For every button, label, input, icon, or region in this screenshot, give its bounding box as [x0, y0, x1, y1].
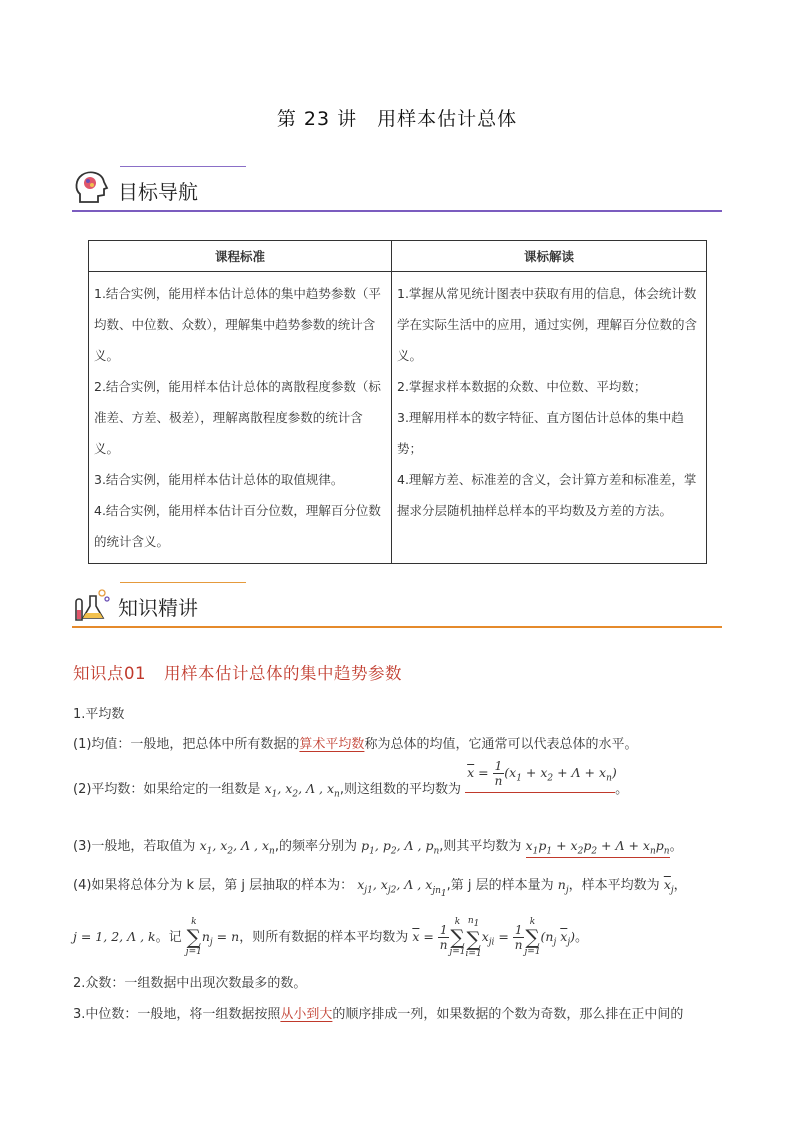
text: ,则其平均数为 [439, 839, 522, 854]
interpretation-item: 3.理解用样本的数字特征、直方图估计总体的集中趋势； [397, 410, 684, 456]
text: 。 [575, 929, 589, 945]
text: (2)平均数：如果给定的一组数是 [73, 782, 261, 797]
column-header: 课程标准 [89, 241, 392, 272]
subheading-mean: 1.平均数 [73, 707, 125, 722]
text: ,的频率分别为 [274, 839, 357, 854]
standard-item: 3.结合实例，能用样本估计总体的取值规律。 [94, 472, 344, 487]
header-top-rule [120, 166, 246, 167]
math-formula: ($n_j$ $\overline{x}_j$) [540, 928, 576, 948]
knowledge-point-number: 知识点01 [73, 664, 146, 683]
chemistry-flask-icon [72, 584, 112, 624]
text: ,则这组数的平均数为 [339, 782, 461, 797]
math-sequence: $p_1$, $p_2$, Λ , $p_n$ [361, 838, 440, 857]
interpretation-item: 1.掌握从常见统计图表中获取有用的信息，体会统计数学在实际生活中的应用，通过实例，理解百分位数的含义。 [397, 286, 698, 363]
section-title: 知识精讲 [118, 596, 198, 620]
math-formula: $n_j = n$ [201, 928, 240, 948]
text: ，则所有数据的样本平均数为 [239, 929, 409, 945]
knowledge-point-text: 用样本估计总体的集中趋势参数 [164, 664, 402, 683]
text: (3)一般地，若取值为 [73, 839, 196, 854]
answer-blank [465, 759, 617, 793]
math-symbol: $\overline{x}_j$ [663, 877, 674, 896]
header-bottom-rule [72, 626, 722, 628]
text: ，样本平均数为 [568, 878, 660, 893]
interpretation-item: 2.掌握求样本数据的众数、中位数、平均数； [397, 379, 647, 394]
fill-in-answer: 从小到大 [280, 1007, 333, 1022]
sum-symbol: k ∑ j=1 [449, 917, 466, 958]
table-header-row [89, 241, 707, 272]
table-cell-interpretation [392, 272, 707, 564]
brain-head-icon [72, 168, 112, 208]
math-sequence: $x_{j1}$, $x_{j2}$, Λ , $x_{jn_1}$ [357, 877, 447, 899]
fill-in-answer: 算术平均数 [299, 737, 365, 752]
math-formula: $\overline{x}$ = $\frac{1}{n}$ [412, 922, 448, 952]
text: (4)如果将总体分为 k 层，第 j 层抽取的样本为： [73, 878, 354, 893]
sum-symbol: $n_1$ ∑ i=1 [465, 916, 482, 959]
text: ， [673, 878, 687, 893]
text: 。 [615, 782, 629, 797]
section-title: 目标导航 [118, 180, 198, 204]
text: 3.中位数：一般地，将一组数据按照 [73, 1007, 281, 1022]
page-title: 第 23 讲 用样本估计总体 [276, 108, 518, 130]
sum-symbol: k ∑ j=1 [524, 917, 541, 958]
math-range: j = 1, 2, Λ , k [73, 928, 156, 944]
text: 称为总体的均值，它通常可以代表总体的水平。 [364, 737, 638, 752]
paragraph-median [73, 1003, 683, 1022]
paragraph-stratified [73, 874, 687, 898]
paragraph-mean-definition [73, 733, 637, 752]
text: 的顺序排成一列，如果数据的个数为奇数，那么排在正中间的 [332, 1007, 684, 1022]
standards-table [88, 240, 707, 564]
text: ,第 j 层的样本量为 [446, 878, 554, 893]
knowledge-point-title [73, 660, 402, 684]
math-formula: $x_1p_1 + x_2p_2 + \Lambda + x_np_n$ [525, 838, 670, 857]
section-header-navigation [72, 166, 722, 212]
paragraph-stratified-formula [73, 916, 588, 959]
text: 。记 [155, 929, 182, 945]
header-top-rule [120, 582, 246, 583]
table-row [89, 272, 707, 564]
paragraph-weighted-average [73, 835, 683, 858]
math-formula: $x_{ji}$ = $\frac{1}{n}$ [481, 922, 523, 952]
math-symbol: $n_j$ [557, 877, 569, 896]
column-header: 课标解读 [392, 241, 707, 272]
math-sequence: $x_1$, $x_2$, Λ , $x_n$ [199, 838, 275, 857]
standard-item: 2.结合实例，能用样本估计总体的离散程度参数（标准差、方差、极差），理解离散程度参数的统计含义。 [94, 379, 381, 456]
header-bottom-rule [72, 210, 722, 212]
table-cell-standards [89, 272, 392, 564]
answer-blank [526, 838, 670, 858]
math-sequence: $x_1$, $x_2$, Λ , $x_n$ [264, 781, 340, 800]
math-formula: $\overline{x}$ = $\frac{1}{n}$ $(x_1 + x_2 + \Lambda + x_n)$ [467, 759, 617, 788]
sum-symbol: k ∑ j=1 [185, 917, 202, 958]
paragraph-mode: 2.众数：一组数据中出现次数最多的数。 [73, 976, 307, 991]
paragraph-average [73, 759, 629, 800]
standard-item: 4.结合实例，能用样本估计百分位数，理解百分位数的统计含义。 [94, 503, 381, 549]
interpretation-item: 4.理解方差、标准差的含义，会计算方差和标准差，掌握求分层随机抽样总样本的平均数及方差的方法。 [397, 472, 697, 518]
text: 。 [669, 839, 683, 854]
text: (1)均值：一般地，把总体中所有数据的 [73, 737, 300, 752]
standard-item: 1.结合实例，能用样本估计总体的集中趋势参数（平均数、中位数、众数），理解集中趋势参数的统计含义。 [94, 286, 381, 363]
section-header-knowledge [72, 582, 722, 628]
